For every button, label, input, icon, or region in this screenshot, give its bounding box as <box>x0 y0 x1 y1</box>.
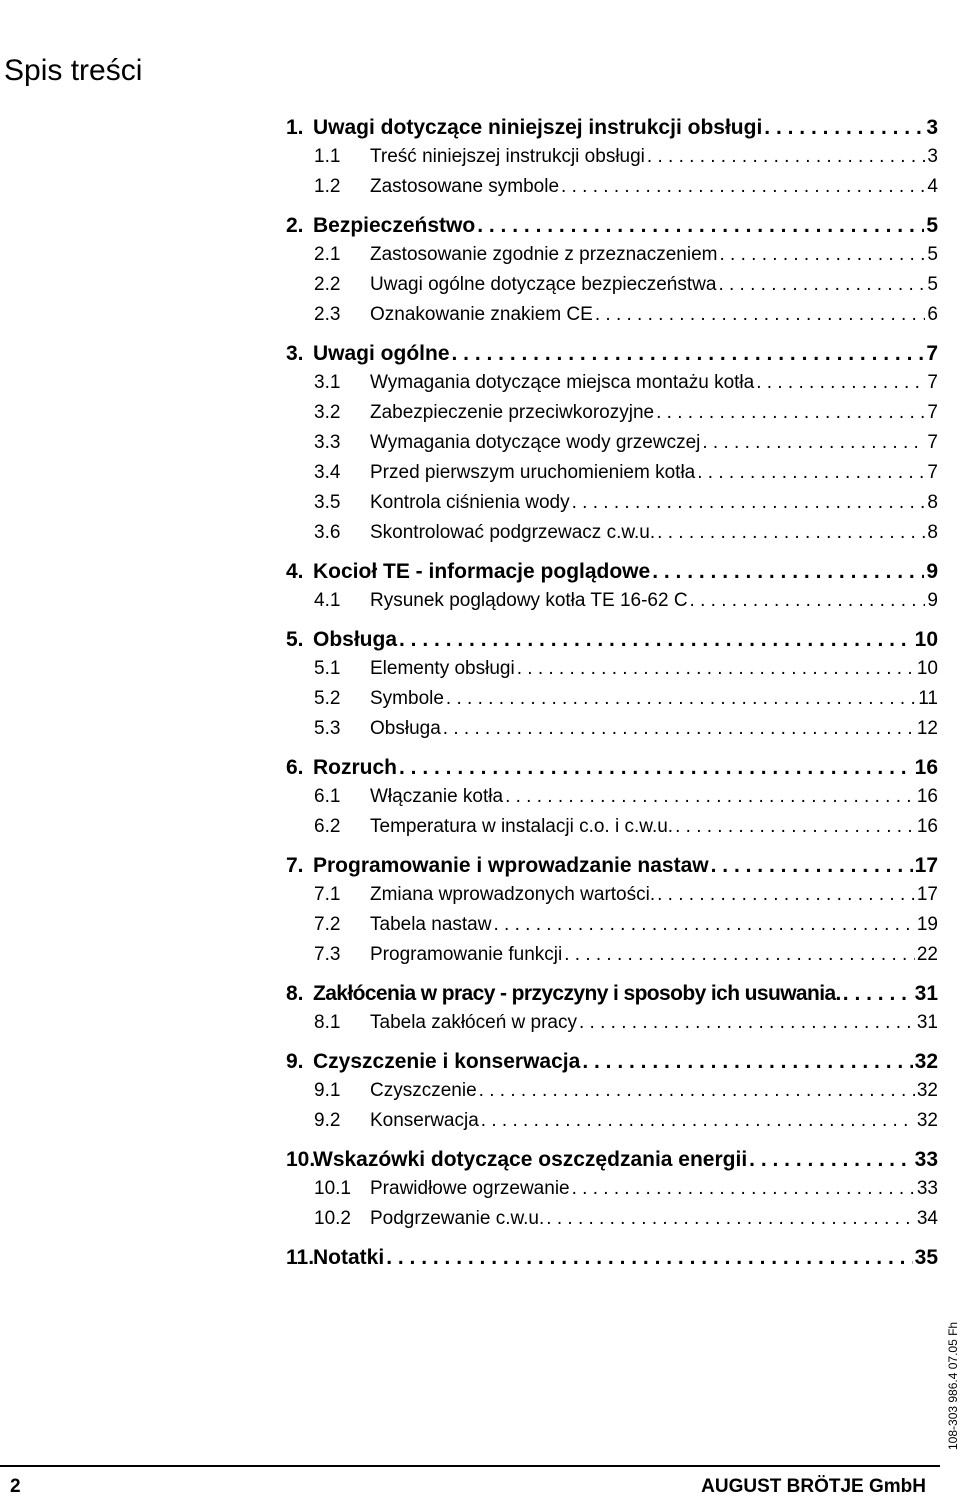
toc-entry[interactable] <box>286 214 938 244</box>
entry-title: Wskazówki dotyczące oszczędzania energii <box>313 1148 748 1171</box>
entry-number: 1. <box>286 116 304 139</box>
toc-entry[interactable] <box>286 982 938 1012</box>
dot-leader <box>657 884 915 906</box>
entry-page: 32 <box>916 1080 938 1101</box>
toc-entry[interactable] <box>286 116 938 146</box>
dot-leader <box>697 462 925 484</box>
dot-leader <box>595 304 926 326</box>
entry-number: 5.3 <box>314 718 341 739</box>
entry-page: 34 <box>916 1208 938 1229</box>
dot-leader <box>656 402 925 424</box>
entry-page: 16 <box>916 816 938 837</box>
dot-leader <box>690 590 926 612</box>
entry-number: 7.2 <box>314 914 341 935</box>
toc-subentry[interactable] <box>286 1110 938 1140</box>
dot-leader <box>399 756 913 780</box>
document-code <box>946 1300 960 1450</box>
toc-entry[interactable] <box>286 560 938 590</box>
toc-chapter-5 <box>286 628 938 748</box>
toc-chapter-9 <box>286 1050 938 1140</box>
toc-chapter-2 <box>286 214 938 334</box>
page-title: Spis treści <box>4 54 143 87</box>
toc-subentry[interactable] <box>286 944 938 974</box>
entry-page: 31 <box>914 982 938 1005</box>
entry-title: Tabela zakłóceń w pracy <box>370 1012 577 1033</box>
entry-page: 3 <box>926 116 938 139</box>
toc-entry[interactable] <box>286 854 938 884</box>
dot-leader <box>505 786 915 808</box>
dot-leader <box>493 914 914 936</box>
dot-leader <box>561 176 925 198</box>
entry-title: Konserwacja <box>370 1110 479 1131</box>
entry-page: 17 <box>916 884 938 905</box>
dot-leader <box>481 1110 915 1132</box>
dot-leader <box>479 1080 915 1102</box>
toc-entry[interactable] <box>286 342 938 372</box>
entry-number: 4. <box>286 560 304 583</box>
entry-title: Wymagania dotyczące miejsca montażu kotła <box>370 372 755 393</box>
entry-title: Włączanie kotła <box>370 786 504 807</box>
entry-title: Uwagi ogólne <box>313 342 450 365</box>
dot-leader <box>572 492 926 514</box>
toc-subentry[interactable] <box>286 1080 938 1110</box>
entry-page: 6 <box>927 304 938 325</box>
document-code-text: 108-303 986.4 07.05 Fh <box>946 1321 960 1450</box>
entry-number: 10. <box>286 1148 316 1171</box>
toc-subentry[interactable] <box>286 372 938 402</box>
toc-entry[interactable] <box>286 628 938 658</box>
dot-leader <box>843 982 913 1006</box>
entry-number: 5. <box>286 628 304 651</box>
dot-leader <box>702 432 925 454</box>
entry-page: 7 <box>927 372 938 393</box>
entry-number: 2.2 <box>314 274 341 295</box>
toc-chapter-4 <box>286 560 938 620</box>
dot-leader <box>647 146 926 168</box>
dot-leader <box>564 944 915 966</box>
toc-subentry[interactable] <box>286 244 938 274</box>
table-of-contents <box>286 116 938 1284</box>
entry-title: Uwagi dotyczące niniejszej instrukcji obsługi <box>313 116 763 139</box>
entry-page: 9 <box>926 560 938 583</box>
toc-subentry[interactable] <box>286 176 938 206</box>
toc-subentry[interactable] <box>286 816 938 846</box>
entry-number: 9. <box>286 1050 304 1073</box>
entry-number: 2. <box>286 214 304 237</box>
entry-page: 5 <box>927 244 938 265</box>
entry-number: 3.1 <box>314 372 341 393</box>
entry-title: Programowanie i wprowadzanie nastaw <box>313 854 709 877</box>
entry-number: 9.1 <box>314 1080 341 1101</box>
dot-leader <box>582 1050 912 1074</box>
entry-page: 12 <box>916 718 938 739</box>
dot-leader <box>446 688 916 710</box>
dot-leader <box>452 342 925 366</box>
entry-page: 16 <box>914 756 938 779</box>
entry-number: 11. <box>286 1246 315 1269</box>
entry-page: 5 <box>927 274 938 295</box>
toc-chapter-11 <box>286 1246 938 1276</box>
page-number: 2 <box>10 1476 21 1497</box>
entry-title: Przed pierwszym uruchomieniem kotła <box>370 462 696 483</box>
entry-title: Zastosowanie zgodnie z przeznaczeniem <box>370 244 718 265</box>
entry-title: Czyszczenie <box>370 1080 477 1101</box>
entry-number: 2.1 <box>314 244 341 265</box>
entry-title: Obsługa <box>370 718 441 739</box>
toc-subentry[interactable] <box>286 658 938 688</box>
entry-number: 4.1 <box>314 590 341 611</box>
dot-leader <box>719 244 925 266</box>
dot-leader <box>477 214 924 238</box>
entry-page: 35 <box>914 1246 938 1269</box>
entry-number: 10.1 <box>314 1178 351 1199</box>
toc-subentry[interactable] <box>286 432 938 462</box>
dot-leader <box>443 718 915 740</box>
entry-title: Tabela nastaw <box>370 914 492 935</box>
toc-subentry[interactable] <box>286 1178 938 1208</box>
company-name: AUGUST BRÖTJE GmbH <box>701 1476 926 1497</box>
entry-page: 3 <box>927 146 938 167</box>
dot-leader <box>517 658 915 680</box>
toc-subentry[interactable] <box>286 718 938 748</box>
dot-leader <box>711 854 913 878</box>
entry-page: 33 <box>914 1148 938 1171</box>
dot-leader <box>572 1178 915 1200</box>
dot-leader <box>756 372 925 394</box>
toc-entry[interactable] <box>286 1148 938 1178</box>
toc-subentry[interactable] <box>286 304 938 334</box>
entry-number: 6.2 <box>314 816 341 837</box>
dot-leader <box>386 1246 912 1270</box>
entry-number: 7.3 <box>314 944 341 965</box>
entry-page: 22 <box>916 944 938 965</box>
entry-number: 6. <box>286 756 304 779</box>
entry-page: 7 <box>927 432 938 453</box>
entry-title: Treść niniejszej instrukcji obsługi <box>370 146 645 167</box>
entry-title: Symbole <box>370 688 444 709</box>
entry-number: 7. <box>286 854 304 877</box>
entry-number: 8. <box>286 982 304 1005</box>
entry-page: 7 <box>927 402 938 423</box>
toc-subentry[interactable] <box>286 462 938 492</box>
entry-title: Obsługa <box>313 628 398 651</box>
entry-page: 4 <box>927 176 938 197</box>
toc-subentry[interactable] <box>286 274 938 304</box>
entry-title: Wymagania dotyczące wody grzewczej <box>370 432 701 453</box>
toc-chapter-1 <box>286 116 938 206</box>
entry-number: 3.6 <box>314 522 341 543</box>
toc-subentry[interactable] <box>286 1208 938 1238</box>
entry-number: 5.2 <box>314 688 341 709</box>
entry-number: 8.1 <box>314 1012 341 1033</box>
toc-subentry[interactable] <box>286 786 938 816</box>
toc-entry[interactable] <box>286 1246 938 1276</box>
entry-page: 7 <box>927 462 938 483</box>
dot-leader <box>657 522 925 544</box>
dot-leader <box>749 1148 912 1172</box>
toc-chapter-7 <box>286 854 938 974</box>
entry-title: Temperatura w instalacji c.o. i c.w.u. <box>370 816 674 837</box>
entry-number: 5.1 <box>314 658 341 679</box>
toc-entry[interactable] <box>286 1050 938 1080</box>
toc-subentry[interactable] <box>286 1012 938 1042</box>
entry-number: 9.2 <box>314 1110 341 1131</box>
entry-page: 32 <box>914 1050 938 1073</box>
entry-number: 3. <box>286 342 304 365</box>
dot-leader <box>764 116 924 140</box>
entry-page: 19 <box>916 914 938 935</box>
entry-title: Skontrolować podgrzewacz c.w.u. <box>370 522 656 543</box>
entry-page: 8 <box>927 492 938 513</box>
entry-page: 33 <box>916 1178 938 1199</box>
entry-number: 3.5 <box>314 492 341 513</box>
entry-page: 11 <box>918 688 938 709</box>
entry-number: 3.2 <box>314 402 341 423</box>
entry-page: 5 <box>926 214 938 237</box>
dot-leader <box>652 560 924 584</box>
dot-leader <box>546 1208 915 1230</box>
dot-leader <box>399 628 913 652</box>
entry-number: 3.4 <box>314 462 341 483</box>
entry-title: Notatki <box>313 1246 385 1269</box>
entry-page: 31 <box>916 1012 938 1033</box>
toc-subentry[interactable] <box>286 914 938 944</box>
toc-entry[interactable] <box>286 756 938 786</box>
entry-number: 3.3 <box>314 432 341 453</box>
entry-title: Zakłócenia w pracy - przyczyny i sposoby ich usuwania. <box>313 982 841 1005</box>
footer-divider <box>0 1465 940 1467</box>
entry-page: 8 <box>927 522 938 543</box>
entry-title: Uwagi ogólne dotyczące bezpieczeństwa <box>370 274 717 295</box>
toc-subentry[interactable] <box>286 402 938 432</box>
toc-subentry[interactable] <box>286 146 938 176</box>
entry-page: 10 <box>916 658 938 679</box>
toc-chapter-10 <box>286 1148 938 1238</box>
entry-title: Rozruch <box>313 756 397 779</box>
toc-chapter-8 <box>286 982 938 1042</box>
entry-title: Oznakowanie znakiem CE <box>370 304 593 325</box>
toc-subentry[interactable] <box>286 884 938 914</box>
entry-title: Prawidłowe ogrzewanie <box>370 1178 570 1199</box>
toc-chapter-6 <box>286 756 938 846</box>
entry-number: 6.1 <box>314 786 341 807</box>
entry-title: Czyszczenie i konserwacja <box>313 1050 581 1073</box>
toc-subentry[interactable] <box>286 688 938 718</box>
dot-leader <box>718 274 925 296</box>
entry-title: Podgrzewanie c.w.u. <box>370 1208 545 1229</box>
entry-page: 16 <box>916 786 938 807</box>
entry-number: 1.1 <box>314 146 341 167</box>
entry-title: Zastosowane symbole <box>370 176 560 197</box>
dot-leader <box>579 1012 915 1034</box>
entry-title: Zabezpieczenie przeciwkorozyjne <box>370 402 655 423</box>
toc-subentry[interactable] <box>286 590 938 620</box>
entry-title: Kontrola ciśnienia wody <box>370 492 570 513</box>
entry-title: Rysunek poglądowy kotła TE 16-62 C <box>370 590 688 611</box>
toc-subentry[interactable] <box>286 492 938 522</box>
entry-title: Bezpieczeństwo <box>313 214 476 237</box>
entry-title: Kocioł TE - informacje poglądowe <box>313 560 651 583</box>
entry-number: 7.1 <box>314 884 341 905</box>
entry-page: 10 <box>914 628 938 651</box>
entry-title: Programowanie funkcji <box>370 944 563 965</box>
toc-subentry[interactable] <box>286 522 938 552</box>
entry-title: Elementy obsługi <box>370 658 515 679</box>
toc-chapter-3 <box>286 342 938 552</box>
entry-number: 2.3 <box>314 304 341 325</box>
entry-title: Zmiana wprowadzonych wartości. <box>370 884 656 905</box>
entry-page: 32 <box>916 1110 938 1131</box>
entry-page: 17 <box>914 854 938 877</box>
entry-page: 7 <box>926 342 938 365</box>
entry-page: 9 <box>927 590 938 611</box>
entry-number: 10.2 <box>314 1208 351 1229</box>
entry-number: 1.2 <box>314 176 341 197</box>
dot-leader <box>675 816 915 838</box>
